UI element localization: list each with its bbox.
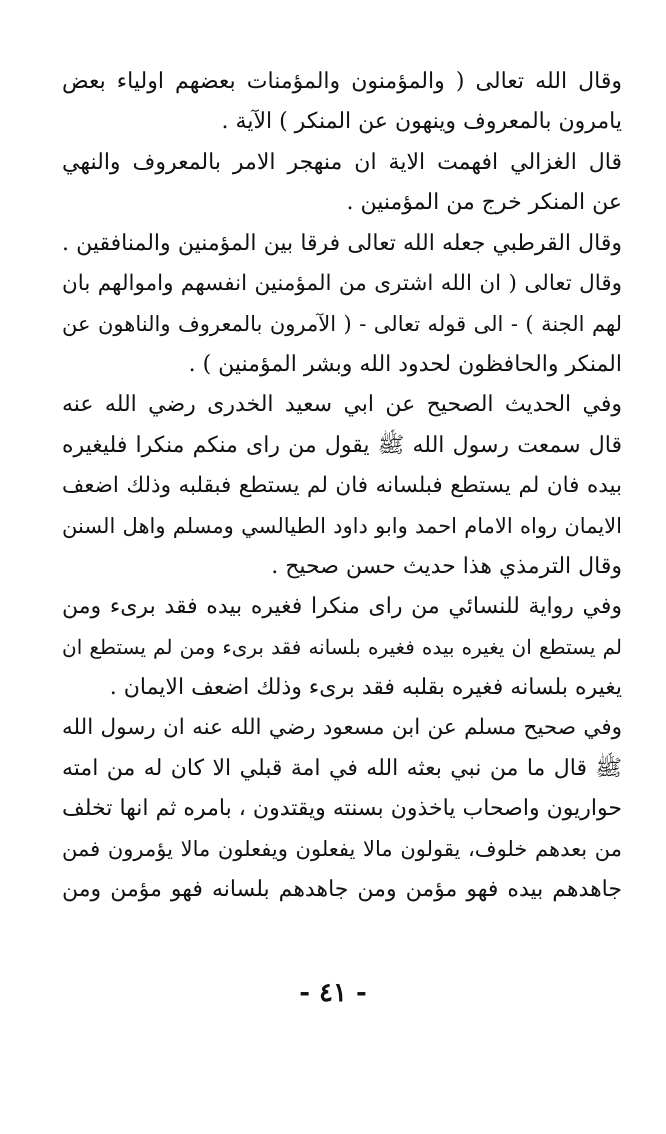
text-line: وقال القرطبي جعله الله تعالى فرقا بين المؤمنين والمنافقين . (62, 230, 622, 256)
text-line: قال الغزالي افهمت الاية ان منهجر الامر بالمعروف والنهي (62, 149, 622, 175)
body-text (62, 62, 622, 910)
text-line: وفي رواية للنسائي من راى منكرا فغيره بيده فقد برىء ومن (62, 594, 622, 620)
text-line: لهم الجنة ) - الى قوله تعالى - ( الآمرون بالمعروف والناهون عن (62, 312, 622, 337)
text-line: وقال تعالى ( ان الله اشترى من المؤمنين انفسهم واموالهم بان (62, 270, 622, 296)
text-line: لم يستطع ان يغيره بيده فغيره بلسانه فقد برىء ومن لم يستطع ان (62, 635, 622, 660)
text-line: المنكر والحافظون لحدود الله وبشر المؤمنين ) . (188, 351, 622, 377)
page-number: - ٤١ - (299, 978, 367, 1008)
text-line: عن المنكر خرج من المؤمنين . (346, 190, 622, 216)
text-line: بيده فان لم يستطع فبلسانه فان لم يستطع فبقلبه وذلك اضعف (62, 472, 622, 498)
text-line: حواريون واصحاب ياخذون بسنته ويقتدون ، بامره ثم انها تخلف (62, 796, 622, 822)
text-line: وقال الله تعالى ( والمؤمنون والمؤمنات بعضهم اولياء بعض (62, 69, 622, 94)
text-line: ﷺ قال ما من نبي بعثه الله في امة قبلي الا كان له من امته (62, 755, 622, 781)
text-line: وقال الترمذي هذا حديث حسن صحيح . (271, 553, 622, 579)
text-line: الايمان رواه الامام احمد وابو داود الطيالسي ومسلم واهل السنن (62, 514, 622, 539)
text-line: يغيره بلسانه فغيره بقلبه فقد برىء وذلك اضعف الايمان . (109, 674, 622, 700)
text-line: من بعدهم خلوف، يقولون مالا يفعلون ويفعلون مالا يؤمرون فمن (62, 837, 622, 862)
text-line: وفي الحديث الصحيح عن ابي سعيد الخدرى رضي الله عنه (62, 392, 622, 418)
text-line: جاهدهم بيده فهو مؤمن ومن جاهدهم بلسانه فهو مؤمن ومن (62, 876, 622, 902)
text-line: وفي صحيح مسلم عن ابن مسعود رضي الله عنه ان رسول الله (62, 715, 622, 741)
text-line: يامرون بالمعروف وينهون عن المنكر ) الآية . (221, 109, 622, 135)
text-line: قال سمعت رسول الله ﷺ يقول من راى منكم منكرا فليغيره (62, 432, 622, 458)
